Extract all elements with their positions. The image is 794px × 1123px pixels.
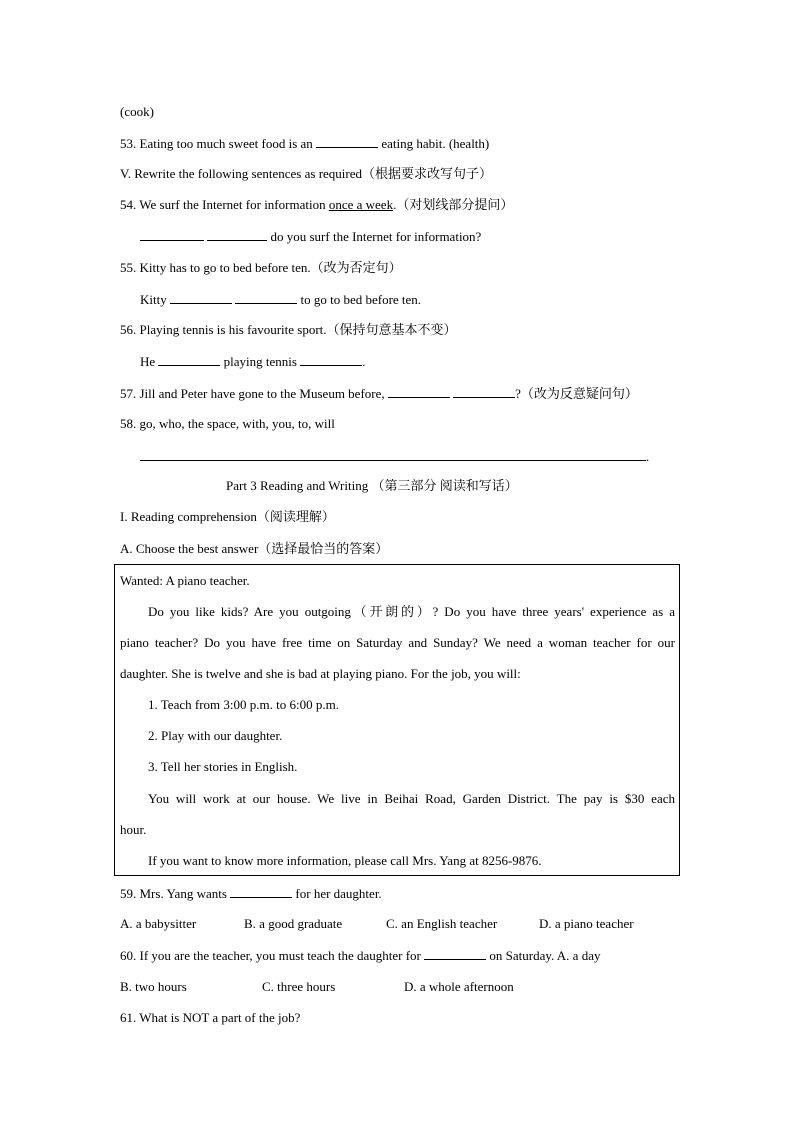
q59-option-d[interactable]: D. a piano teacher	[539, 916, 634, 931]
q60-option-d[interactable]: D. a whole afternoon	[404, 979, 514, 994]
q55-answer-post: to go to bed before ten.	[300, 292, 422, 307]
answer-blank[interactable]	[424, 947, 486, 960]
question-53	[120, 135, 489, 152]
q59-option-b[interactable]: B. a good graduate	[244, 916, 343, 931]
question-54	[120, 197, 513, 213]
question-61: 61. What is NOT a part of the job?	[120, 1010, 301, 1025]
answer-blank[interactable]	[453, 385, 515, 398]
passage-item-3: 3. Tell her stories in English.	[148, 759, 298, 774]
q56-answer-pre: He	[140, 354, 156, 369]
passage-p3: If you want to know more information, please call Mrs. Yang at 8256-9876.	[148, 853, 542, 868]
q54-text: 54. We surf the Internet for information	[120, 197, 326, 212]
answer-blank[interactable]	[300, 353, 362, 366]
passage-item-1: 1. Teach from 3:00 p.m. to 6:00 p.m.	[148, 697, 339, 712]
reading-passage-box	[114, 564, 680, 876]
q59-text: 59. Mrs. Yang wants	[120, 886, 227, 901]
answer-blank[interactable]	[316, 135, 378, 148]
q58-answer-line	[140, 448, 649, 465]
q60-text: 60. If you are the teacher, you must teach the daughter for	[120, 948, 421, 963]
question-58: 58. go, who, the space, with, you, to, will	[120, 416, 335, 431]
part3-title: Part 3 Reading and Writing （第三部分 阅读和写话）	[226, 478, 518, 493]
q57-instruction: ?（改为反意疑问句）	[515, 386, 638, 401]
q60-option-b[interactable]: B. two hours	[120, 979, 187, 994]
passage-p1-line1: Do you like kids? Are you outgoing（开朗的）? Do you have three years' experience as a	[148, 604, 675, 619]
q60-tail: on Saturday. A. a day	[489, 948, 601, 963]
q54-answer-tail: do you surf the Internet for information?	[270, 229, 482, 244]
question-55: 55. Kitty has to go to bed before ten.（改为否定句）	[120, 260, 402, 275]
q54-answer-line	[140, 228, 481, 245]
q55-answer-line	[140, 291, 421, 308]
q55-answer-pre: Kitty	[140, 292, 167, 307]
q52-tail: (cook)	[120, 104, 154, 119]
q56-answer-end: .	[362, 354, 366, 369]
reading-heading: I. Reading comprehension（阅读理解）	[120, 509, 335, 524]
q56-answer-line	[140, 353, 365, 370]
q54-underlined: once a week	[328, 197, 394, 212]
answer-blank[interactable]	[158, 353, 220, 366]
q53-text: 53. Eating too much sweet food is an	[120, 136, 313, 151]
passage-heading: Wanted: A piano teacher.	[120, 573, 250, 588]
question-56: 56. Playing tennis is his favourite sport.（保持句意基本不变）	[120, 322, 457, 337]
q56-answer-mid: playing tennis	[223, 354, 297, 369]
section-a-heading: A. Choose the best answer（选择最恰当的答案）	[120, 541, 389, 556]
answer-blank[interactable]	[140, 228, 204, 241]
answer-blank[interactable]	[207, 228, 267, 241]
answer-blank[interactable]	[170, 291, 232, 304]
answer-blank[interactable]	[388, 385, 450, 398]
question-57	[120, 385, 638, 402]
section-v-heading: V. Rewrite the following sentences as required（根据要求改写句子）	[120, 166, 492, 181]
q59-tail: for her daughter.	[295, 886, 382, 901]
passage-p1-line2: piano teacher? Do you have free time on Saturday and Sunday? We need a woman teacher for our	[120, 635, 675, 650]
q59-option-c[interactable]: C. an English teacher	[386, 916, 498, 931]
answer-blank[interactable]	[230, 885, 292, 898]
q59-option-a[interactable]: A. a babysitter	[120, 916, 197, 931]
passage-item-2: 2. Play with our daughter.	[148, 728, 283, 743]
answer-blank[interactable]	[235, 291, 297, 304]
passage-p2-line1: You will work at our house. We live in Beihai Road, Garden District. The pay is $30 each	[148, 791, 675, 806]
passage-p1-line3: daughter. She is twelve and she is bad at playing piano. For the job, you will:	[120, 666, 521, 681]
q60-option-c[interactable]: C. three hours	[262, 979, 336, 994]
answer-blank[interactable]	[140, 448, 646, 461]
question-59	[120, 885, 382, 902]
q53-hint: eating habit. (health)	[381, 136, 490, 151]
question-60	[120, 947, 600, 964]
passage-p2-line2: hour.	[120, 822, 147, 837]
q54-instruction: .（对划线部分提问）	[393, 197, 514, 212]
q58-answer-end: .	[646, 449, 650, 464]
q57-text: 57. Jill and Peter have gone to the Museum before,	[120, 386, 385, 401]
